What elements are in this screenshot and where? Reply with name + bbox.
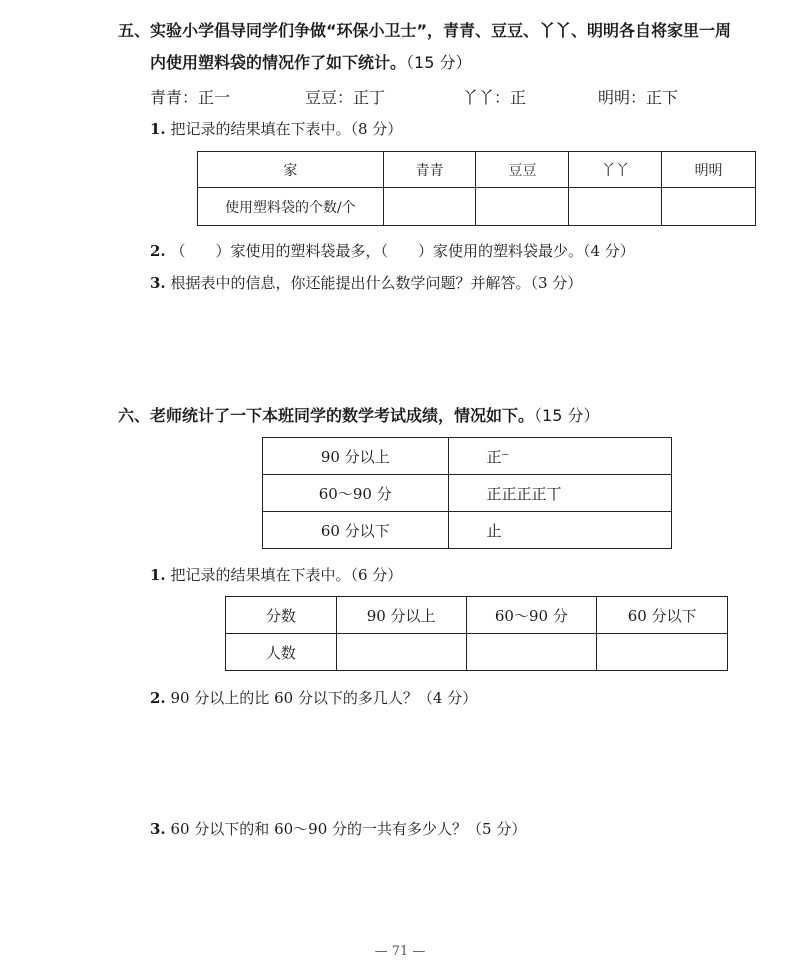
record-tally: 止 bbox=[448, 512, 672, 549]
section6-q2 bbox=[150, 687, 477, 708]
header-cell: 丫丫 bbox=[569, 152, 662, 188]
answer-cell-doudou[interactable] bbox=[476, 188, 569, 226]
question-number: 2. bbox=[150, 242, 166, 260]
tally-mingming bbox=[598, 85, 678, 108]
tally-marks: 正丁 bbox=[353, 88, 386, 107]
tally-doudou bbox=[305, 85, 385, 108]
record-range: 60 分以下 bbox=[263, 512, 449, 549]
tally-marks: 正一 bbox=[198, 88, 231, 107]
tally-label: 丫丫： bbox=[462, 88, 511, 107]
answer-cell-mingming[interactable] bbox=[662, 188, 756, 226]
question-number: 2. bbox=[150, 689, 166, 707]
section5-title-text: 内使用塑料袋的情况作了如下统计。 bbox=[150, 53, 407, 72]
section5-title-line1: 五、实验小学倡导同学们争做“环保小卫士”，青青、豆豆、丫丫、明明各自将家里一周 bbox=[118, 21, 732, 40]
page-number: — 71 — bbox=[374, 944, 426, 959]
header-cell: 家 bbox=[198, 152, 384, 188]
answer-cell-above-90[interactable] bbox=[336, 634, 466, 671]
question-text: （ ）家使用的塑料袋最多，（ ）家使用的塑料袋最少。（4 分） bbox=[170, 242, 635, 260]
table-score-records bbox=[262, 437, 672, 549]
section6-q1 bbox=[150, 564, 402, 585]
tally-label: 明明： bbox=[598, 88, 647, 107]
tally-label: 豆豆： bbox=[305, 88, 354, 107]
question-text: 根据表中的信息，你还能提出什么数学问题？并解答。（3 分） bbox=[170, 274, 583, 292]
section5-q2 bbox=[150, 240, 635, 261]
question-number: 1. bbox=[150, 120, 166, 138]
answer-cell-below-60[interactable] bbox=[597, 634, 728, 671]
header-cell: 90 分以上 bbox=[336, 597, 466, 634]
row-label: 人数 bbox=[226, 634, 337, 671]
record-tally: 正⁻ bbox=[448, 438, 672, 475]
header-cell: 青青 bbox=[383, 152, 476, 188]
header-cell: 60 分以下 bbox=[597, 597, 728, 634]
section5-q1 bbox=[150, 118, 402, 139]
record-tally: 正正正正丅 bbox=[448, 475, 672, 512]
section6-title bbox=[118, 403, 599, 426]
tally-marks: 正下 bbox=[646, 88, 679, 107]
record-range: 90 分以上 bbox=[263, 438, 449, 475]
section5-q3 bbox=[150, 272, 582, 293]
tally-marks: 正 bbox=[510, 88, 527, 107]
section6-points: （15 分） bbox=[534, 406, 600, 425]
table-score-counts bbox=[225, 596, 728, 671]
header-cell: 明明 bbox=[662, 152, 756, 188]
record-range: 60～90 分 bbox=[263, 475, 449, 512]
question-text: 90 分以上的比 60 分以下的多几人？（4 分） bbox=[170, 689, 478, 707]
section5-title-line2 bbox=[150, 50, 471, 73]
tally-yaya bbox=[462, 85, 526, 108]
question-number: 3. bbox=[150, 820, 166, 838]
section6-q3 bbox=[150, 818, 526, 839]
header-cell: 60～90 分 bbox=[466, 597, 597, 634]
table-plastic-bags bbox=[197, 151, 756, 226]
question-text: 把记录的结果填在下表中。（8 分） bbox=[170, 120, 403, 138]
question-text: 把记录的结果填在下表中。（6 分） bbox=[170, 566, 403, 584]
section6-title-text: 六、老师统计了一下本班同学的数学考试成绩，情况如下。 bbox=[118, 406, 535, 425]
answer-cell-yaya[interactable] bbox=[569, 188, 662, 226]
question-number: 3. bbox=[150, 274, 166, 292]
section5-points: （15 分） bbox=[406, 53, 472, 72]
tally-qingqing bbox=[150, 85, 230, 108]
question-text: 60 分以下的和 60～90 分的一共有多少人？（5 分） bbox=[170, 820, 527, 838]
header-cell: 分数 bbox=[226, 597, 337, 634]
question-number: 1. bbox=[150, 566, 166, 584]
tally-label: 青青： bbox=[150, 88, 199, 107]
row-label: 使用塑料袋的个数/个 bbox=[198, 188, 384, 226]
answer-cell-60-90[interactable] bbox=[466, 634, 597, 671]
header-cell: 豆豆 bbox=[476, 152, 569, 188]
answer-cell-qingqing[interactable] bbox=[383, 188, 476, 226]
